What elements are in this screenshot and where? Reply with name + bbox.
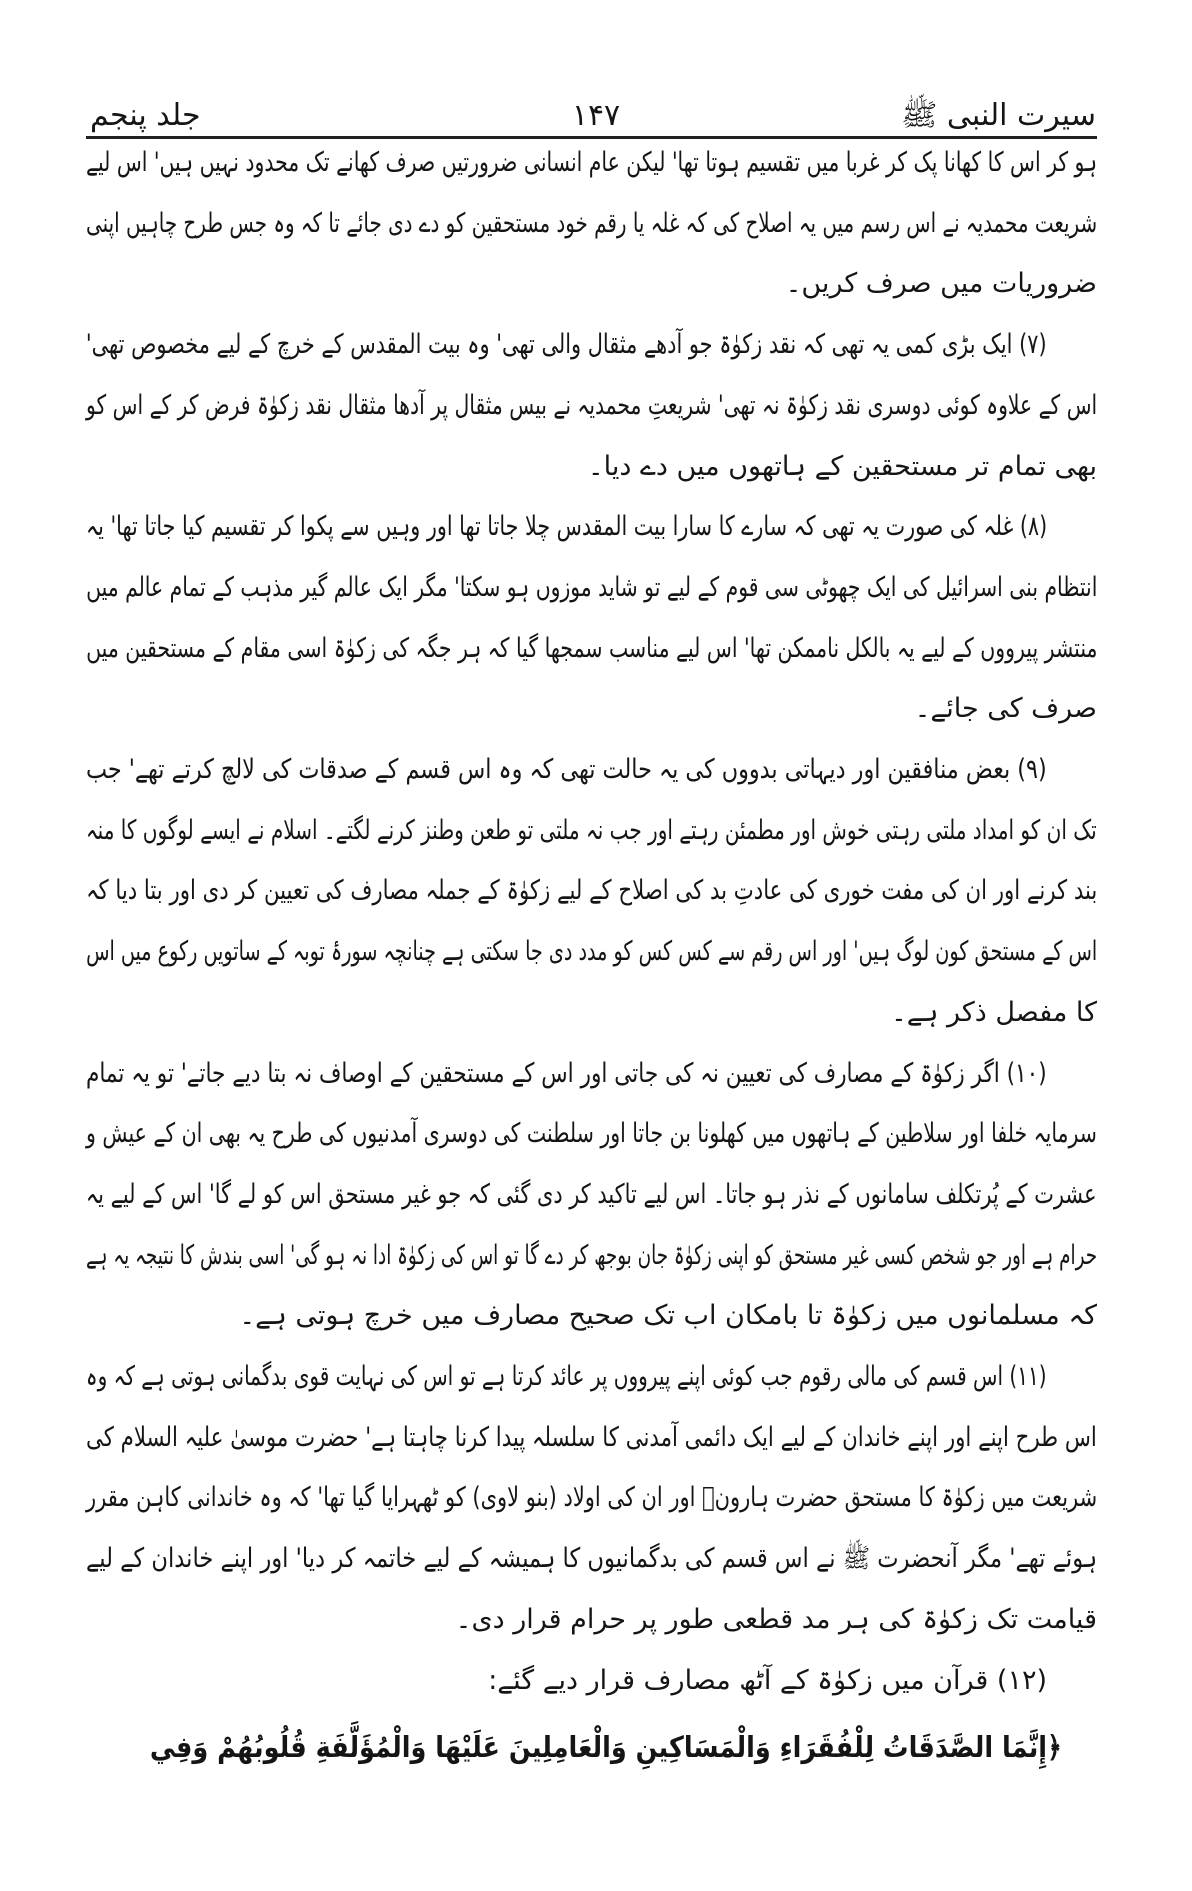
text-line-content: ضروریات میں صرف کریں۔ [785,268,1097,300]
text-line [86,442,1097,492]
text-line-content: اس کے مستحق کون لوگ ہیں' اور اس رقم سے کس کس کو مدد دی جا سکتی ہے چنانچہ سورۂ توبہ کے ساتویں رکوع میں اس [85,936,1097,968]
book-title: سیرت النبی ﷺ [901,98,1096,133]
text-line-content: شریعت میں زکوٰۃ کا مستحق حضرت ہارونؑ اور ان کی اولاد (بنو لاوی) کو ٹھہرایا گیا تھا' کہ وہ خاندانی کاہن مقرر [85,1482,1097,1514]
text-line [86,806,1097,856]
text-line-content: صرف کی جائے۔ [914,693,1097,725]
text-line [86,1170,1097,1220]
text-line-content: بھی تمام تر مستحقین کے ہاتھوں میں دے دیا۔ [587,450,1097,482]
text-line-content: (۹) بعض منافقین اور دیہاتی بدووں کی یہ حالت تھی کہ وہ اس قسم کے صدقات کی لالچ کرتے تھے' جب [86,754,1047,785]
volume-label: جلد پنجم [90,98,201,133]
text-line [86,927,1097,977]
text-line [86,1413,1097,1463]
text-line-content: (۱۰) اگر زکوٰۃ کے مصارف کی تعیین نہ کی جاتی اور اس کے مستحقین کے اوصاف نہ بتا دیے جاتے' تو یہ تمام [86,1057,1047,1089]
text-line [86,1109,1097,1159]
text-line-content: کہ مسلمانوں میں زکوٰۃ تا بامکان اب تک صحیح مصارف میں خرچ ہوتی ہے۔ [239,1300,1097,1332]
text-line [86,1291,1097,1341]
text-line-content: (۱۲) قرآن میں زکوٰۃ کے آٹھ مصارف قرار دیے گئے: [488,1664,1047,1696]
text-line-content: قیامت تک زکوٰۃ کی ہر مد قطعی طور پر حرام قرار دی۔ [455,1603,1097,1635]
text-line-content: سرمایہ خلفا اور سلاطین کے ہاتھوں میں کھلونا بن جاتا اور سلطنت کی دوسری آمدنیوں کی طرح یہ بھی ان کے عیش و [86,1118,1097,1150]
text-line [86,563,1097,613]
text-line-content: (۸) غلہ کی صورت یہ تھی کہ سارے کا سارا بیت المقدس چلا جاتا تھا اور وہیں سے پکوا کر تقسیم کیا جاتا تھا' یہ [85,511,1047,543]
quran-verse: ﴿إِنَّمَا الصَّدَقَاتُ لِلْفُقَرَاءِ وَالْمَسَاكِينِ وَالْعَامِلِينَ عَلَيْهَا وَالْمُؤَلَّفَةِ قُلُوبُهُمْ وَفِي [149,1730,1062,1764]
text-line-content: منتشر پیرووں کے لیے یہ بالکل ناممکن تھا' اس لیے مناسب سمجھا گیا کہ ہر جگہ کی زکوٰۃ اسی مقام کے مستحقین میں [85,632,1097,664]
text-line [86,199,1097,249]
text-line [86,866,1097,916]
text-line-content: بند کرنے اور ان کی مفت خوری کی عادتِ بد کی اصلاح کے لیے زکوٰۃ کے جملہ مصارف کی تعیین کر دی اور بتا دیا کہ [85,875,1097,907]
text-line-content: کا مفصل ذکر ہے۔ [890,996,1097,1028]
text-line [86,1049,1047,1099]
text-line [86,138,1097,188]
text-line [86,684,1097,734]
text-line-content: حرام ہے اور جو شخص کسی غیر مستحق کو اپنی زکوٰۃ جان بوجھ کر دے گا تو اس کی زکوٰۃ ادا نہ ہو گی' اسی بندش کا نتیجہ یہ ہے [85,1239,1097,1271]
text-line [86,1231,1097,1281]
text-line-content: (۷) ایک بڑی کمی یہ تھی کہ نقد زکوٰۃ جو آدھے مثقال والی تھی' وہ بیت المقدس کے خرچ کے لیے مخصوص تھی' [86,329,1047,361]
text-line-content: اس کے علاوہ کوئی دوسری نقد زکوٰۃ نہ تھی' شریعتِ محمدیہ نے بیس مثقال پر آدھا مثقال نقد زکوٰۃ فرض کر کے اس کو [85,389,1097,421]
text-line-content: ہو کر اس کا کھانا پک کر غربا میں تقسیم ہوتا تھا' لیکن عام انسانی ضرورتیں صرف کھانے تک محدود نہیں ہیں' اس لیے [85,147,1097,178]
text-line [86,381,1097,431]
text-line [86,1595,1097,1645]
text-line [86,988,1097,1038]
text-line [86,259,1097,309]
text-line-content: عشرت کے پُرتکلف سامانوں کے نذر ہو جاتا۔ اس لیے تاکید کر دی گئی کہ جو غیر مستحق اس کو لے گا' اس کے لیے یہ [86,1178,1097,1210]
text-line-content: ہوئے تھے' مگر آنحضرت ﷺ نے اس قسم کی بدگمانیوں کا ہمیشہ کے لیے خاتمہ کر دیا' اور اپنے خاندان کے لیے [85,1543,1097,1575]
text-line [86,1473,1097,1523]
text-line-content: انتظام بنی اسرائیل کی ایک چھوٹی سی قوم کے لیے تو شاید موزوں ہو سکتا' مگر ایک عالم گیر مذہب کے تمام عالم میں [85,571,1097,603]
text-line-content: اس طرح اپنے اور اپنے خاندان کے لیے ایک دائمی آمدنی کا سلسلہ پیدا کرنا چاہتا ہے' حضرت موسیٰ علیہ السلام کی [86,1421,1097,1453]
text-line [86,320,1047,370]
text-line-content: تک ان کو امداد ملتی رہتی خوش اور مطمئن رہتے اور جب نہ ملتی تو طعن وطنز کرنے لگتے۔ اسلام نے ایسے لوگوں کا منہ [86,814,1097,846]
text-line-content: (۱۱) اس قسم کی مالی رقوم جب کوئی اپنے پیرووں پر عائد کرتا ہے تو اس کی نہایت قوی بدگمانی ہوتی ہے کہ وہ [86,1361,1047,1392]
text-line [86,624,1097,674]
text-line-content: شریعت محمدیہ نے اس رسم میں یہ اصلاح کی کہ غلہ یا رقم خود مستحقین کو دے دی جائے تا کہ وہ جس طرح چاہیں اپنی [85,207,1097,239]
text-line [86,745,1047,795]
text-line [86,502,1047,552]
text-line [86,1656,1047,1706]
text-line [86,1352,1047,1402]
page-number: ۱۴۷ [571,98,621,133]
text-line [86,1534,1097,1584]
